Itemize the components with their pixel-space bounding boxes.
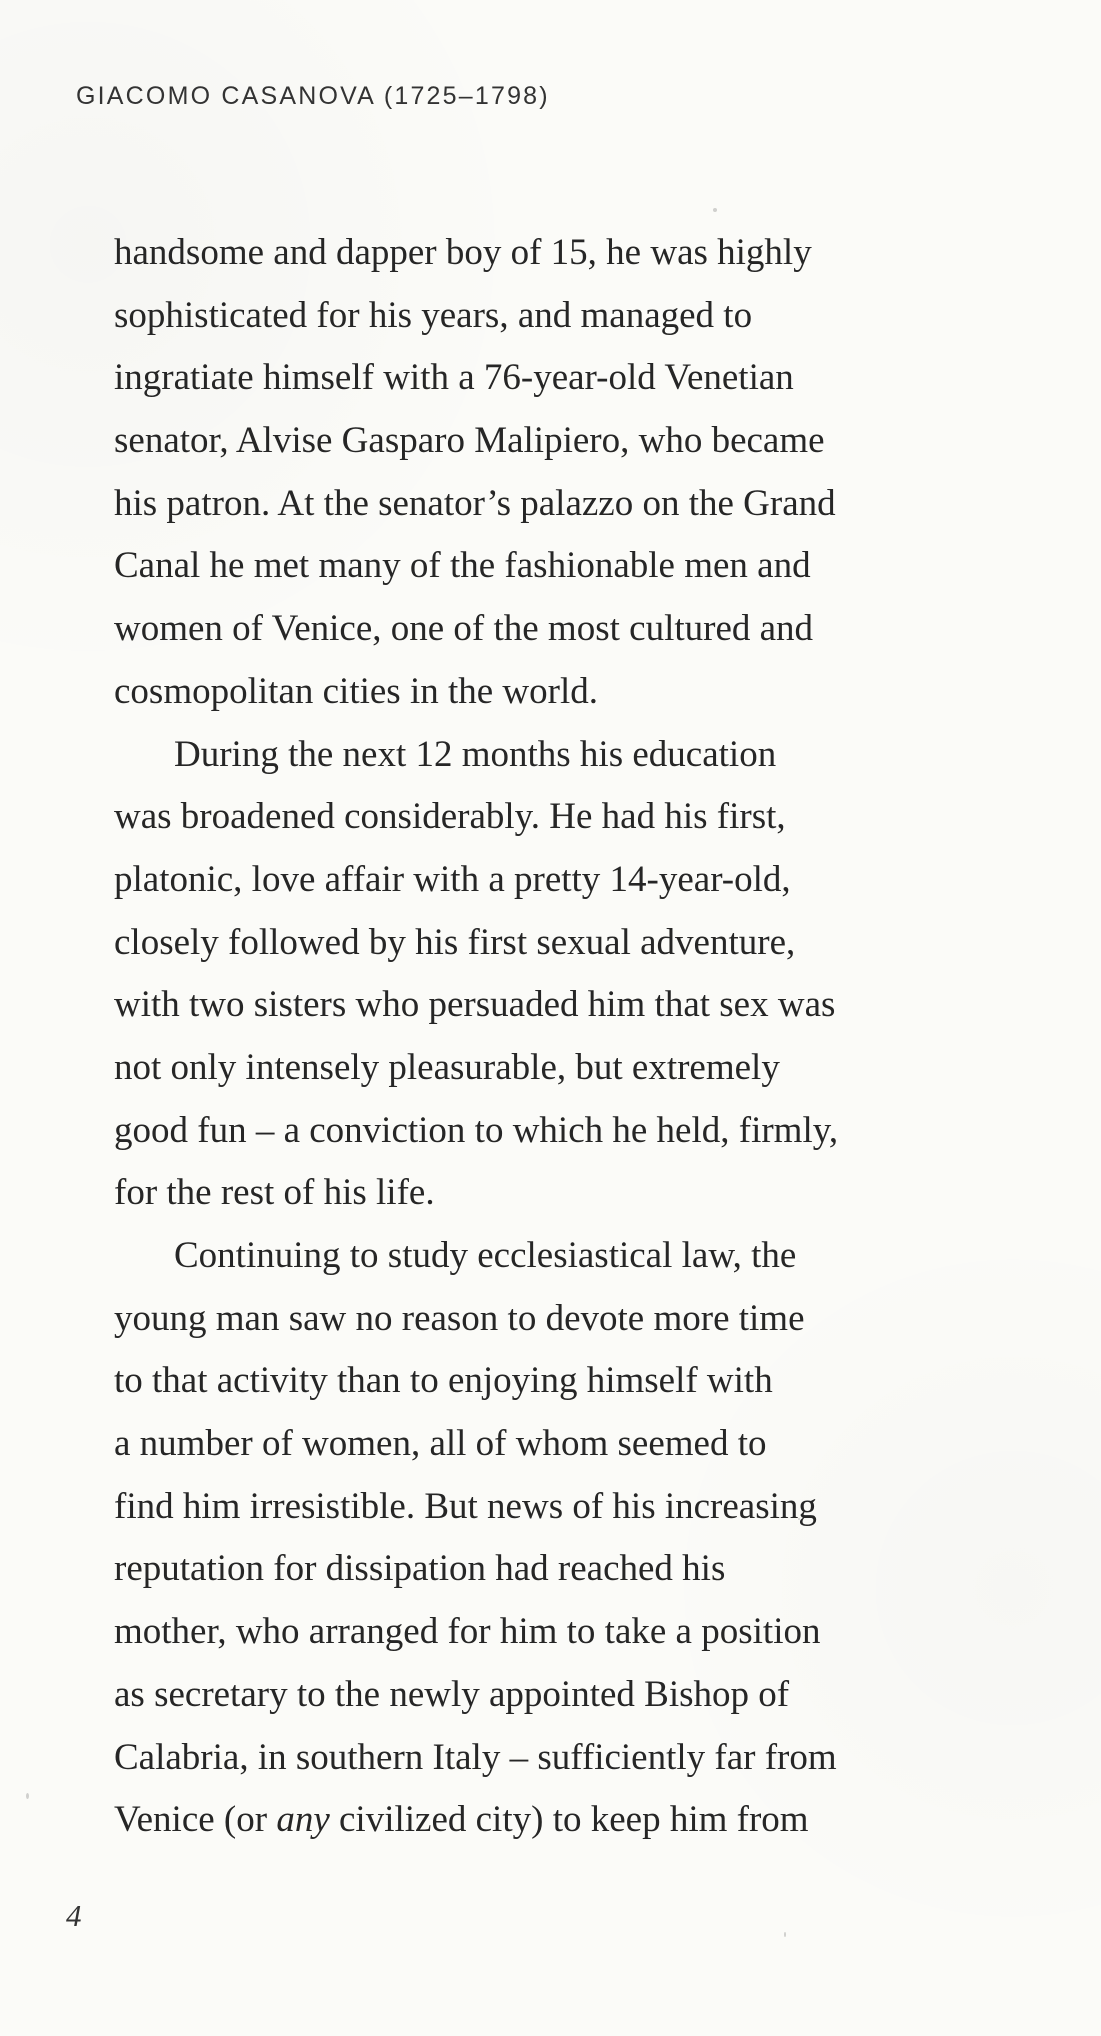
text-line: handsome and dapper boy of 15, he was highly	[114, 232, 812, 273]
text-line: reputation for dissipation had reached his	[114, 1548, 726, 1590]
paragraph-start-line: During the next 12 months his education	[174, 733, 777, 775]
running-head: GIACOMO CASANOVA (1725–1798)	[76, 82, 550, 110]
paper-speck	[713, 208, 717, 212]
text-line: senator, Alvise Gasparo Malipiero, who became	[114, 420, 825, 462]
text-line: mother, who arranged for him to take a position	[114, 1611, 821, 1653]
paper-speck	[798, 1518, 800, 1520]
text-line: a number of women, all of whom seemed to	[114, 1423, 767, 1465]
text-line: women of Venice, one of the most cultured and	[114, 608, 814, 650]
last-line-before: Venice (or	[114, 1799, 277, 1841]
text-line: young man saw no reason to devote more time	[114, 1297, 805, 1339]
text-line: closely followed by his first sexual adventure,	[114, 921, 796, 963]
last-line-after: civilized city) to keep him from	[329, 1799, 809, 1841]
text-line: platonic, love affair with a pretty 14-year-old,	[114, 858, 791, 900]
text-line: Calabria, in southern Italy – sufficiently far from	[114, 1736, 837, 1778]
paragraph-start-line: Continuing to study ecclesiastical law, the	[174, 1235, 797, 1276]
text-line: sophisticated for his years, and managed to	[114, 294, 753, 336]
text-line: not only intensely pleasurable, but extremely	[114, 1046, 780, 1088]
text-line: cosmopolitan cities in the world.	[114, 670, 598, 712]
text-line: ingratiate himself with a 76-year-old Venetian	[114, 357, 794, 399]
text-line: his patron. At the senator’s palazzo on the Grand	[114, 482, 836, 524]
text-line: with two sisters who persuaded him that sex was	[114, 984, 836, 1026]
text-line: for the rest of his life.	[114, 1172, 435, 1214]
body-text	[114, 222, 1014, 1852]
text-line: Canal he met many of the fashionable men and	[114, 545, 811, 587]
paper-speck	[784, 1932, 786, 1937]
text-line: find him irresistible. But news of his increasing	[114, 1485, 817, 1527]
paper-speck	[26, 1793, 29, 1799]
italic-word: any	[276, 1799, 330, 1841]
page-number: 4	[66, 1898, 82, 1933]
text-line: to that activity than to enjoying himself with	[114, 1360, 773, 1402]
last-text-line	[114, 1789, 1014, 1852]
text-line: as secretary to the newly appointed Bishop of	[114, 1673, 790, 1715]
text-line: good fun – a conviction to which he held, firmly,	[114, 1109, 839, 1151]
text-line: was broadened considerably. He had his first,	[114, 796, 786, 838]
